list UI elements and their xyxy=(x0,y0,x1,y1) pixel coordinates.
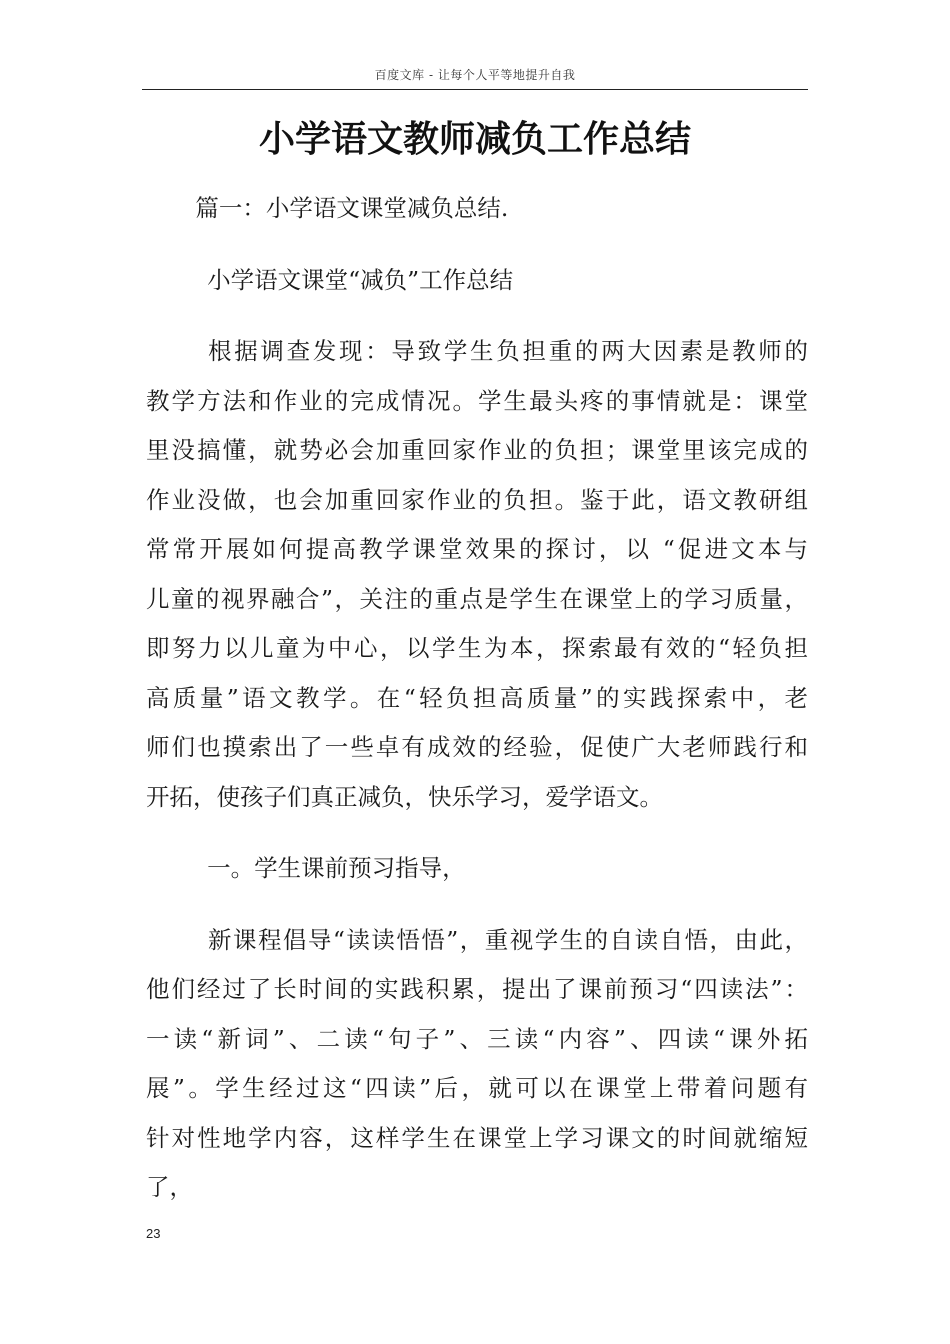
paragraph-line: 新课程倡导“读读悟悟”，重视学生的自读自悟，由此， xyxy=(208,925,808,954)
point-1-heading: 一。学生课前预习指导， xyxy=(207,854,466,882)
subheading: 小学语文课堂“减负”工作总结 xyxy=(207,265,514,294)
running-header: 百度文库 - 让每个人平等地提升自我 xyxy=(374,68,576,82)
header-divider xyxy=(142,89,808,90)
paragraph-line: 高质量”语文教学。在“轻负担高质量”的实践探索中，老 xyxy=(146,683,808,712)
paragraph-line: 常常开展如何提高教学课堂效果的探讨，以 “促进文本与 xyxy=(146,535,808,563)
paragraph-line: 里没搞懂，就势必会加重回家作业的负担；课堂里该完成的 xyxy=(146,436,808,464)
paragraph-line: 作业没做，也会加重回家作业的负担。鉴于此，语文教研组 xyxy=(146,485,808,514)
paragraph-line: 儿童的视界融合”，关注的重点是学生在课堂上的学习质量， xyxy=(146,584,808,613)
document-title: 小学语文教师减负工作总结 xyxy=(258,119,691,160)
page-number: 23 xyxy=(146,1226,161,1241)
paragraph-1 xyxy=(146,327,808,822)
paragraph-line: 他们经过了长时间的实践积累，提出了课前预习“四读法”： xyxy=(146,975,808,1003)
paragraph-line: 针对性地学内容，这样学生在课堂上学习课文的时间就缩短 xyxy=(146,1123,808,1152)
paragraph-line: 开拓，使孩子们真正减负，快乐学习，爱学语文。 xyxy=(146,782,663,811)
section-heading: 篇一：小学语文课堂减负总结. xyxy=(195,194,509,222)
paragraph-line: 教学方法和作业的完成情况。学生最头疼的事情就是：课堂 xyxy=(146,386,808,415)
document-body xyxy=(146,184,808,1213)
paragraph-line: 即努力以儿童为中心，以学生为本，探索最有效的“轻负担 xyxy=(146,634,808,662)
paragraph-line: 了， xyxy=(146,1173,193,1201)
paragraph-line: 师们也摸索出了一些卓有成效的经验，促使广大老师践行和 xyxy=(146,733,808,761)
paragraph-2 xyxy=(146,916,808,1213)
paragraph-line: 一读“新词”、二读“句子”、三读“内容”、四读“课外拓 xyxy=(146,1024,808,1053)
paragraph-line: 展”。学生经过这“四读”后，就可以在课堂上带着问题有 xyxy=(146,1074,808,1102)
paragraph-line: 根据调查发现：导致学生负担重的两大因素是教师的 xyxy=(208,337,808,365)
